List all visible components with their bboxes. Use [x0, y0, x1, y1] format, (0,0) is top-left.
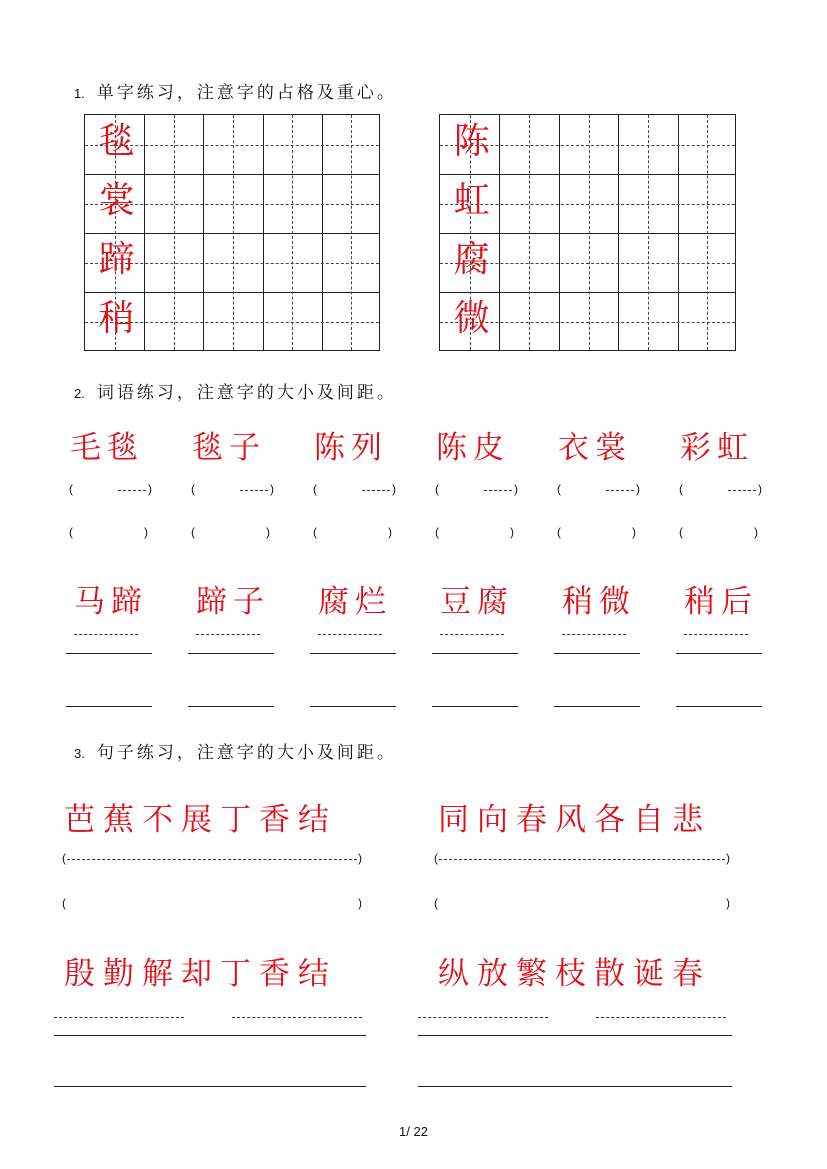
- practice-word: 蹄子: [196, 584, 270, 620]
- pinyin-dash-line: [240, 490, 268, 491]
- tianzi-grid-right: [439, 114, 736, 351]
- paren-open: (: [435, 525, 439, 539]
- pinyin-dash-line: [439, 859, 725, 860]
- grid-line: [322, 115, 323, 350]
- paren-close: ): [758, 482, 762, 496]
- paren-open: (: [313, 525, 317, 539]
- paren-close: ): [754, 525, 758, 539]
- paren-close: ): [726, 896, 730, 910]
- model-character: 陈: [453, 121, 490, 162]
- paren-open: (: [434, 851, 438, 865]
- tianzi-grid-left: [84, 114, 380, 351]
- writing-line: [676, 653, 762, 654]
- grid-guide-line: [589, 115, 590, 350]
- paren-close: ): [358, 896, 362, 910]
- writing-line: [418, 1035, 732, 1036]
- sentence-4: 纵放繁枝散诞春: [438, 956, 711, 992]
- section-1-heading: [74, 78, 397, 103]
- practice-word: 腐烂: [318, 584, 392, 620]
- paren-open: (: [69, 525, 73, 539]
- writing-line: [54, 1035, 366, 1036]
- grid-guide-line: [529, 115, 530, 350]
- section-number: 3.: [74, 746, 85, 761]
- section-3-heading: [74, 738, 397, 763]
- practice-word: 彩虹: [680, 430, 754, 466]
- writing-dash-line: [418, 1017, 548, 1018]
- practice-word: 稍后: [684, 584, 758, 620]
- pinyin-dash-line: [606, 490, 634, 491]
- paren-open: (: [434, 896, 438, 910]
- grid-line: [559, 115, 560, 350]
- paren-open: (: [62, 896, 66, 910]
- pinyin-dash-line: [118, 490, 146, 491]
- writing-dash-line: [196, 634, 260, 635]
- writing-line: [432, 706, 518, 707]
- grid-line: [263, 115, 264, 350]
- paren-close: ): [392, 482, 396, 496]
- grid-guide-line: [351, 115, 352, 350]
- pinyin-dash-line: [67, 859, 357, 860]
- paren-close: ): [632, 525, 636, 539]
- model-character: 微: [453, 298, 490, 339]
- paren-open: (: [191, 525, 195, 539]
- writing-dash-line: [684, 634, 748, 635]
- grid-guide-line: [292, 115, 293, 350]
- writing-line: [188, 706, 274, 707]
- paren-close: ): [270, 482, 274, 496]
- practice-word: 毛毯: [70, 430, 144, 466]
- section-number: 1.: [74, 86, 85, 101]
- grid-line: [618, 115, 619, 350]
- sentence-3: 殷勤解却丁香结: [64, 956, 337, 992]
- paren-close: ): [726, 851, 730, 865]
- grid-line: [678, 115, 679, 350]
- practice-word: 衣裳: [558, 430, 632, 466]
- model-character: 腐: [453, 239, 490, 280]
- writing-dash-line: [596, 1017, 726, 1018]
- paren-close: ): [388, 525, 392, 539]
- practice-word: 陈列: [314, 430, 388, 466]
- paren-close: ): [266, 525, 270, 539]
- practice-word: 豆腐: [440, 584, 514, 620]
- grid-guide-line: [648, 115, 649, 350]
- practice-word: 稍微: [562, 584, 636, 620]
- paren-open: (: [679, 482, 683, 496]
- paren-open: (: [679, 525, 683, 539]
- grid-guide-line: [233, 115, 234, 350]
- writing-dash-line: [54, 1017, 184, 1018]
- writing-dash-line: [318, 634, 382, 635]
- writing-line: [310, 653, 396, 654]
- writing-line: [676, 706, 762, 707]
- writing-line: [432, 653, 518, 654]
- paren-open: (: [435, 482, 439, 496]
- grid-line: [203, 115, 204, 350]
- writing-dash-line: [440, 634, 504, 635]
- section-title: 单字练习，注意字的占格及重心。: [96, 83, 397, 103]
- section-number: 2.: [74, 386, 85, 401]
- grid-guide-line: [174, 115, 175, 350]
- writing-dash-line: [232, 1017, 362, 1018]
- sentence-2: 同向春风各自悲: [438, 802, 711, 838]
- section-title: 句子练习，注意字的大小及间距。: [96, 743, 397, 763]
- paren-open: (: [191, 482, 195, 496]
- section-title: 词语练习，注意字的大小及间距。: [96, 383, 397, 403]
- sentence-1: 芭蕉不展丁香结: [64, 802, 337, 838]
- model-character: 毯: [98, 121, 135, 162]
- paren-close: ): [144, 525, 148, 539]
- grid-guide-line: [707, 115, 708, 350]
- pinyin-dash-line: [362, 490, 390, 491]
- model-character: 裳: [98, 180, 135, 221]
- practice-word: 马蹄: [74, 584, 148, 620]
- pinyin-dash-line: [728, 490, 756, 491]
- section-2-heading: [74, 378, 397, 403]
- paren-close: ): [636, 482, 640, 496]
- paren-close: ): [148, 482, 152, 496]
- writing-line: [554, 706, 640, 707]
- model-character: 虹: [453, 180, 490, 221]
- writing-dash-line: [74, 634, 138, 635]
- paren-open: (: [557, 525, 561, 539]
- paren-open: (: [313, 482, 317, 496]
- writing-line: [188, 653, 274, 654]
- writing-line: [54, 1086, 366, 1087]
- model-character: 蹄: [98, 239, 135, 280]
- pinyin-dash-line: [484, 490, 512, 491]
- paren-open: (: [557, 482, 561, 496]
- practice-word: 毯子: [192, 430, 266, 466]
- writing-line: [66, 653, 152, 654]
- paren-close: ): [514, 482, 518, 496]
- writing-line: [310, 706, 396, 707]
- model-character: 稍: [98, 298, 135, 339]
- writing-line: [418, 1086, 732, 1087]
- paren-open: (: [62, 851, 66, 865]
- writing-dash-line: [562, 634, 626, 635]
- paren-close: ): [358, 851, 362, 865]
- writing-line: [66, 706, 152, 707]
- practice-word: 陈皮: [436, 430, 510, 466]
- paren-close: ): [510, 525, 514, 539]
- paren-open: (: [69, 482, 73, 496]
- writing-line: [554, 653, 640, 654]
- page-number: 1/ 22: [399, 1124, 428, 1139]
